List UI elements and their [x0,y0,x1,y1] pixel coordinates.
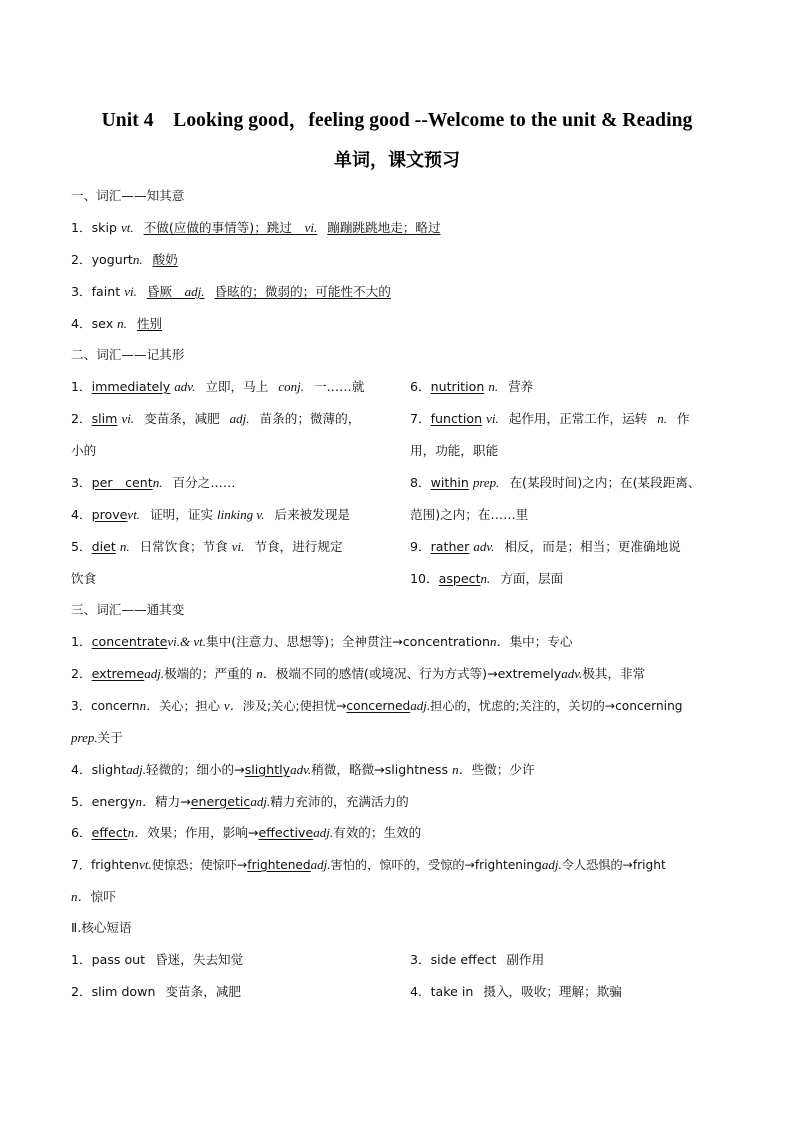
section2-heading: 二、词汇——记其形 [71,347,185,362]
s2-item-2-cont: 小的 [71,443,97,458]
s1-item-2: 2．yogurtn. 酸奶 [71,252,178,267]
s1-item-4: 4．sex n. 性别 [71,316,163,331]
s4-item-1: 1．pass out 昏迷，失去知觉 [71,952,244,967]
s2-item-4: 4．provevt. 证明，证实 linking v. 后来被发现是 [71,507,351,522]
s4-item-2: 2．slim down 变苗条，减肥 [71,984,241,999]
unit-title: Unit 4 Looking good，feeling good --Welcome to the unit & Reading [101,110,693,131]
s2-item-5-cont: 饮食 [71,571,97,586]
s3-item-1: 1．concentratevi.& vt.集中(注意力、思想等)；全神贯注→concentrationn．集中；专心 [71,634,573,649]
s2-item-5: 5．diet n. 日常饮食；节食 vi. 节食，进行规定 [71,539,343,554]
s2-item-9: 9．rather adv. 相反，而是；相当；更准确地说 [410,539,681,554]
s3-item-7: 7．frightenvt.使惊恐；使惊吓→frightenedadj.害怕的，惊吓的，受惊的→frighteningadj.令人恐惧的→fright [71,857,666,872]
unit-subtitle: 单词，课文预习 [334,150,460,171]
s1-item-1: 1．skip vt. 不做(应做的事情等)；跳过__vi. 蹦蹦跳跳地走；略过 [71,220,441,235]
section3-heading: 三、词汇——通其变 [71,602,185,617]
s2-item-1: 1．immediately adv. 立即，马上 conj. 一……就 [71,379,365,394]
s2-item-8-cont: 范围)之内；在……里 [410,507,529,522]
s3-item-3: 3．concernn．关心；担心 v．涉及;关心;使担忧→concernedadj.担心的，忧虑的;关注的，关切的→concerning [71,698,683,713]
s3-item-6: 6．effectn．效果；作用，影响→effectiveadj.有效的；生效的 [71,825,422,840]
s3-item-4: 4．slightadj.轻微的；细小的→slightlyadv.稍微，略微→slightness n．些微；少许 [71,762,535,777]
s2-item-7: 7．function vi. 起作用，正常工作，运转 n. 作 [410,411,690,426]
s2-item-8: 8．within prep. 在(某段时间)之内；在(某段距离、 [410,475,701,490]
s4-item-3: 3．side effect 副作用 [410,952,545,967]
s3-item-7-cont: n．惊吓 [71,889,116,904]
s4-item-4: 4．take in 摄入，吸收；理解；欺骗 [410,984,622,999]
s2-item-6: 6．nutrition n. 营养 [410,379,534,394]
s2-item-3: 3．per__centn. 百分之…… [71,475,236,490]
section1-heading: 一、词汇——知其意 [71,188,185,203]
section4-heading: Ⅱ.核心短语 [71,920,132,935]
s3-item-2: 2．extremeadj.极端的；严重的 n．极端不同的感情(或境况、行为方式等)→extremelyadv.极其，非常 [71,666,646,681]
s2-item-10: 10．aspectn. 方面，层面 [410,571,564,586]
s2-item-7-cont: 用，功能，职能 [410,443,499,458]
s3-item-3-cont: prep.关于 [71,730,123,745]
s1-item-3: 3．faint vi. 昏厥__adj. 昏眩的；微弱的；可能性不大的 [71,284,391,299]
s2-item-2: 2．slim vi. 变苗条，减肥 adj. 苗条的；微薄的， [71,411,361,426]
s3-item-5: 5．energyn．精力→energeticadj.精力充沛的，充满活力的 [71,794,409,809]
